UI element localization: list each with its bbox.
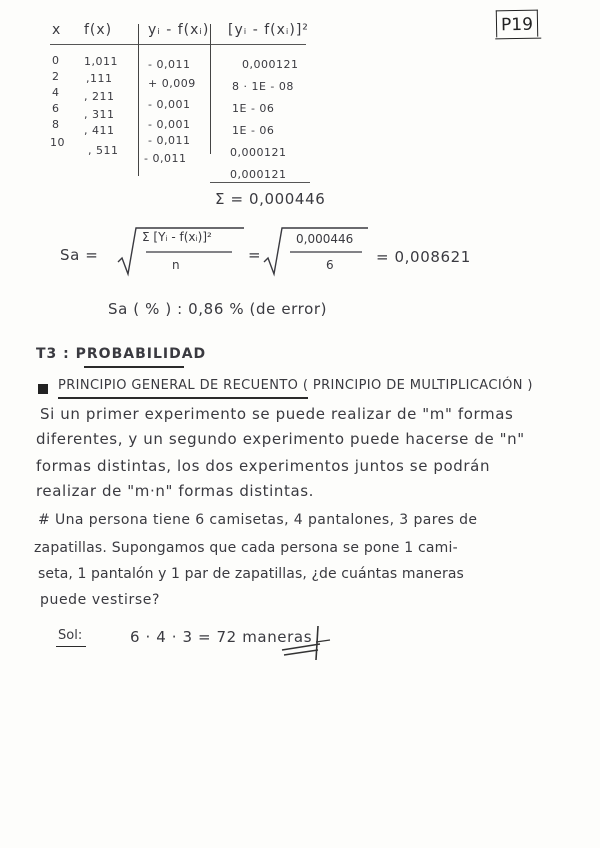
paragraph-line: diferentes, y un segundo experimento puede hacerse de "n" — [36, 430, 525, 448]
table-cell: 0,000121 — [242, 58, 299, 71]
table-cell: , 211 — [84, 90, 115, 103]
table-cell: 1,011 — [84, 55, 118, 68]
solution-label: Sol: — [58, 628, 83, 643]
table-cell: ,111 — [86, 72, 113, 85]
solution-label-underline — [56, 646, 86, 647]
formula-equals: = — [248, 246, 262, 264]
subheading-underline — [58, 397, 308, 399]
error-percentage: Sa ( % ) : 0,86 % (de error) — [108, 300, 328, 318]
example-line: puede vestirse? — [40, 592, 160, 608]
example-line: # Una persona tiene 6 camisetas, 4 pantalones, 3 pares de — [38, 512, 478, 528]
table-cell: , 511 — [88, 144, 119, 157]
table-cell: , 311 — [84, 108, 115, 121]
header-x: x — [52, 22, 62, 38]
table-cell: 10 — [50, 136, 65, 149]
header-sq: [yᵢ - f(xᵢ)]² — [228, 22, 309, 38]
formula-numerator: Σ [Yᵢ - f(xᵢ)]² — [142, 230, 212, 244]
table-cell: - 0,001 — [148, 98, 191, 111]
header-fx: f(x) — [84, 22, 113, 38]
result-box-mark — [280, 622, 334, 662]
table-cell: 1E - 06 — [232, 102, 275, 115]
table-cell: 1E - 06 — [232, 124, 275, 137]
table-cell: 0,000121 — [230, 146, 287, 159]
formula-result: = 0,008621 — [376, 248, 471, 266]
table-cell: - 0,011 — [148, 134, 191, 147]
table-cell: 8 — [52, 118, 60, 131]
page-number-box: P19 — [496, 10, 538, 38]
table-cell: 4 — [52, 86, 60, 99]
section-title: T3 : PROBABILIDAD — [36, 346, 207, 362]
formula-numerator-value: 0,000446 — [296, 232, 354, 246]
example-line: seta, 1 pantalón y 1 par de zapatillas, ¿de cuántas maneras — [38, 566, 464, 582]
example-line: zapatillas. Supongamos que cada persona se pone 1 cami- — [34, 540, 458, 556]
sum-value: Σ = 0,000446 — [215, 190, 326, 208]
paragraph-line: formas distintas, los dos experimentos juntos se podrán — [36, 457, 491, 475]
table-cell: - 0,001 — [148, 118, 191, 131]
table-cell: 2 — [52, 70, 60, 83]
table-cell: + 0,009 — [148, 77, 196, 90]
formula-denominator-value: 6 — [326, 258, 334, 272]
table-cell: 0 — [52, 54, 60, 67]
formula-denominator: n — [172, 258, 180, 272]
paragraph-line: realizar de "m·n" formas distintas. — [36, 482, 315, 500]
header-diff: yᵢ - f(xᵢ) — [148, 22, 210, 38]
table-cell: 8 · 1E - 08 — [232, 80, 294, 93]
bullet-square — [38, 384, 48, 394]
table-cell: , 411 — [84, 124, 115, 137]
header-rule — [50, 44, 306, 45]
square-root-symbol — [262, 222, 372, 278]
section-title-underline — [84, 366, 184, 368]
table-cell: - 0,011 — [148, 58, 191, 71]
paragraph-line: Si un primer experimento se puede realizar de "m" formas — [40, 405, 514, 423]
solution-result: 6 · 4 · 3 = 72 maneras — [130, 628, 313, 646]
formula-lhs: Sa = — [60, 246, 99, 264]
column-divider — [210, 24, 211, 154]
table-cell: 0,000121 — [230, 168, 287, 181]
table-cell: - 0,011 — [144, 152, 187, 165]
sum-rule — [210, 182, 310, 183]
subheading: PRINCIPIO GENERAL DE RECUENTO ( PRINCIPIO DE MULTIPLICACIÓN ) — [58, 378, 533, 393]
column-divider — [138, 24, 139, 176]
table-cell: 6 — [52, 102, 60, 115]
